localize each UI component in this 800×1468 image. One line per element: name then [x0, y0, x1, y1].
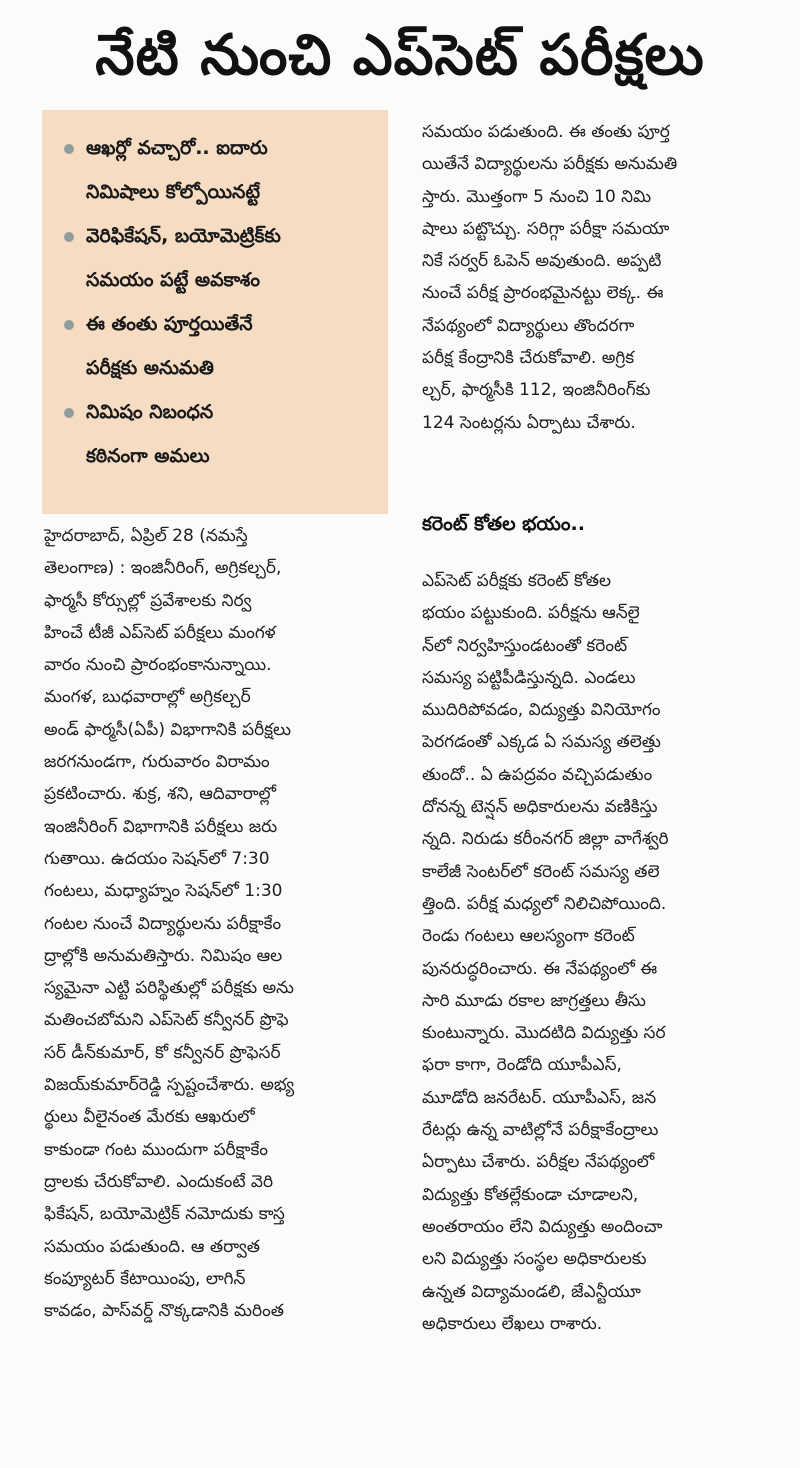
- text-line: ఫికేషన్, బయోమెట్రిక్ నమోదుకు కాస్త: [44, 1204, 285, 1225]
- highlight-line: సమయం పట్టే అవకాశం: [86, 269, 260, 291]
- highlight-line: వెరిఫికేషన్, బయోమెట్రిక్‌కు: [86, 225, 281, 247]
- text-line: సర్ డీన్‌కుమార్, కో కన్వీనర్ ప్రొఫెసర్: [44, 1042, 281, 1063]
- right-column-bottom: [422, 565, 778, 1340]
- highlight-line: ఆఖర్లో వచ్చారో.. ఐదారు: [86, 137, 268, 159]
- text-line: ర్థులు వీలైనంత మేరకు ఆఖరులో: [44, 1107, 255, 1128]
- text-line: షాలు పట్టొచ్చు. సరిగ్గా పరీక్షా సమయా: [422, 218, 670, 239]
- text-line: గంటల నుంచే విద్యార్థులను పరీక్షాకేం: [44, 913, 282, 934]
- text-line: న్నది. నిరుడు కరీంనగర్ జిల్లా వాగేశ్వరి: [422, 829, 669, 850]
- bullet-icon: [64, 408, 74, 418]
- highlight-item: [64, 302, 380, 390]
- highlight-line: నిమిషాలు కోల్పోయినట్టే: [86, 181, 261, 203]
- text-line: రేటర్లు ఉన్న వాటిల్లోనే పరీక్షాకేంద్రాలు: [422, 1120, 659, 1141]
- highlights-box: [42, 110, 388, 514]
- text-line: వారం నుంచి ప్రారంభంకానున్నాయి.: [44, 655, 272, 676]
- highlight-item: [64, 214, 380, 302]
- bullet-icon: [64, 320, 74, 330]
- highlight-item: [64, 390, 380, 478]
- text-line: స్తారు. మొత్తంగా 5 నుంచి 10 నిమి: [422, 186, 652, 207]
- text-line: హించే టీజీ ఎప్‌సెట్ పరీక్షలు మంగళ: [44, 622, 276, 643]
- text-line: స్యమైనా ఎట్టి పరిస్థితుల్లో పరీక్షకు అను: [44, 978, 294, 999]
- text-line: పెరగడంతో ఎక్కడ ఏ సమస్య తలెత్తు: [422, 732, 661, 753]
- bullet-icon: [64, 144, 74, 154]
- text-line: పునరుద్ధరించారు. ఈ నేపథ్యంలో ఈ: [422, 958, 658, 979]
- text-line: జరగనుండగా, గురువారం విరామం: [44, 752, 270, 773]
- text-line: సమస్య పట్టిపీడిస్తున్నది. ఎండలు: [422, 667, 636, 688]
- subheading: కరెంట్ కోతల భయం..: [422, 513, 585, 535]
- text-line: ల్చర్, ఫార్మసీకి 112, ఇంజినీరింగ్‌కు: [422, 380, 651, 401]
- text-line: అండ్ ఫార్మసీ(ఏపీ) విభాగానికి పరీక్షలు: [44, 719, 291, 740]
- highlight-line: పరీక్షకు అనుమతి: [86, 357, 214, 379]
- text-line: గంటలు, మధ్యాహ్నం సెషన్‌లో 1:30: [44, 881, 283, 902]
- text-line: యితేనే విద్యార్థులను పరీక్షకు అనుమతి: [422, 154, 678, 175]
- highlight-line: ఈ తంతు పూర్తయితేనే: [86, 313, 253, 335]
- text-line: విజయ్‌కుమార్‌రెడ్డి స్పష్టంచేశారు. అభ్య: [44, 1075, 295, 1096]
- bullet-icon: [64, 232, 74, 242]
- text-line: నేపథ్యంలో విద్యార్థులు తొందరగా: [422, 315, 635, 336]
- text-line: నికే సర్వర్ ఓపెన్ అవుతుంది. అప్పటి: [422, 251, 662, 272]
- text-line: ప్రకటించారు. శుక్ర, శని, ఆదివారాల్లో: [44, 784, 277, 805]
- text-line: ఉన్నత విద్యామండలి, జేఎన్టీయూ: [422, 1281, 641, 1302]
- text-line: 124 సెంటర్లను ఏర్పాటు చేశారు.: [422, 412, 636, 433]
- left-column: [44, 520, 394, 1327]
- text-line: నుంచే పరీక్ష ప్రారంభమైనట్టు లెక్క. ఈ: [422, 283, 664, 304]
- text-line: దోనన్న టెన్షన్ అధికారులను వణికిస్తు: [422, 797, 658, 818]
- text-line: ఏర్పాటు చేశారు. పరీక్షల నేపథ్యంలో: [422, 1152, 655, 1173]
- text-line: కావడం, పాస్‌వర్డ్ నొక్కడానికి మరింత: [44, 1301, 284, 1322]
- text-line: అంతరాయం లేని విద్యుత్తు అందించా: [422, 1216, 663, 1237]
- highlight-item: [64, 126, 380, 214]
- text-line: ద్రాలకు చేరుకోవాలి. ఎందుకంటే వెరి: [44, 1171, 274, 1192]
- text-line: మతించబోమని ఎప్‌సెట్ కన్వీనర్ ప్రొఫె: [44, 1010, 289, 1031]
- text-line: రెండు గంటలు ఆలస్యంగా కరెంట్: [422, 926, 635, 947]
- text-line: కాకుండా గంట ముందుగా పరీక్షాకేం: [44, 1139, 268, 1160]
- text-line: సమయం పడుతుంది. ఆ తర్వాత: [44, 1236, 261, 1257]
- highlight-line: కఠినంగా అమలు: [86, 445, 210, 467]
- highlight-line: నిమిషం నిబంధన: [86, 401, 214, 423]
- text-line: మూడోది జనరేటర్. యూపీఎస్, జన: [422, 1087, 657, 1108]
- text-line: సారి మూడు రకాల జాగ్రత్తలు తీసు: [422, 990, 646, 1011]
- text-line: న్‌లో నిర్వహిస్తుండటంతో కరెంట్: [422, 635, 628, 656]
- text-line: కాలేజీ సెంటర్‌లో కరెంట్ సమస్య తలె: [422, 861, 660, 882]
- text-line: కంప్యూటర్ కేటాయింపు, లాగిన్: [44, 1268, 246, 1289]
- text-line: త్తింది. పరీక్ష మధ్యలో నిలిచిపోయింది.: [422, 893, 667, 914]
- text-line: ఫార్మసీ కోర్సుల్లో ప్రవేశాలకు నిర్వ: [44, 590, 252, 611]
- text-line: ద్రాల్లోకి అనుమతిస్తారు. నిమిషం ఆల: [44, 945, 283, 966]
- text-line: హైదరాబాద్, ఏప్రిల్ 28 (నమస్తే: [44, 526, 248, 546]
- right-column-top: [422, 116, 778, 439]
- text-line: తుందో.. ఏ ఉపద్రవం వచ్చిపడుతుం: [422, 764, 653, 785]
- text-line: విద్యుత్తు కోతల్లేకుండా చూడాలని,: [422, 1184, 639, 1205]
- headline: నేటి నుంచి ఎప్‌సెట్ పరీక్షలు: [95, 23, 705, 88]
- text-line: భయం పట్టుకుంది. పరీక్షను ఆన్‌లై: [422, 603, 640, 624]
- text-line: ఎప్‌సెట్ పరీక్షకు కరెంట్ కోతల: [422, 571, 612, 591]
- text-line: ముదిరిపోవడం, విద్యుత్తు వినియోగం: [422, 700, 661, 721]
- text-line: ఇంజినీరింగ్ విభాగానికి పరీక్షలు జరు: [44, 816, 278, 837]
- text-line: సమయం పడుతుంది. ఈ తంతు పూర్త: [422, 122, 670, 142]
- text-line: పరీక్ష కేంద్రానికి చేరుకోవాలి. అగ్రిక: [422, 348, 635, 369]
- text-line: ఫరా కాగా, రెండోది యూపీఎస్,: [422, 1055, 622, 1076]
- text-line: గుతాయి. ఉదయం సెషన్‌లో 7:30: [44, 848, 270, 869]
- text-line: లని విద్యుత్తు సంస్థల అధికారులకు: [422, 1249, 647, 1270]
- text-line: తెలంగాణ) : ఇంజినీరింగ్, అగ్రికల్చర్,: [44, 558, 282, 579]
- text-line: కుంటున్నారు. మొదటిది విద్యుత్తు సర: [422, 1023, 666, 1044]
- text-line: మంగళ, బుధవారాల్లో అగ్రికల్చర్: [44, 687, 251, 708]
- text-line: అధికారులు లేఖలు రాశారు.: [422, 1313, 603, 1334]
